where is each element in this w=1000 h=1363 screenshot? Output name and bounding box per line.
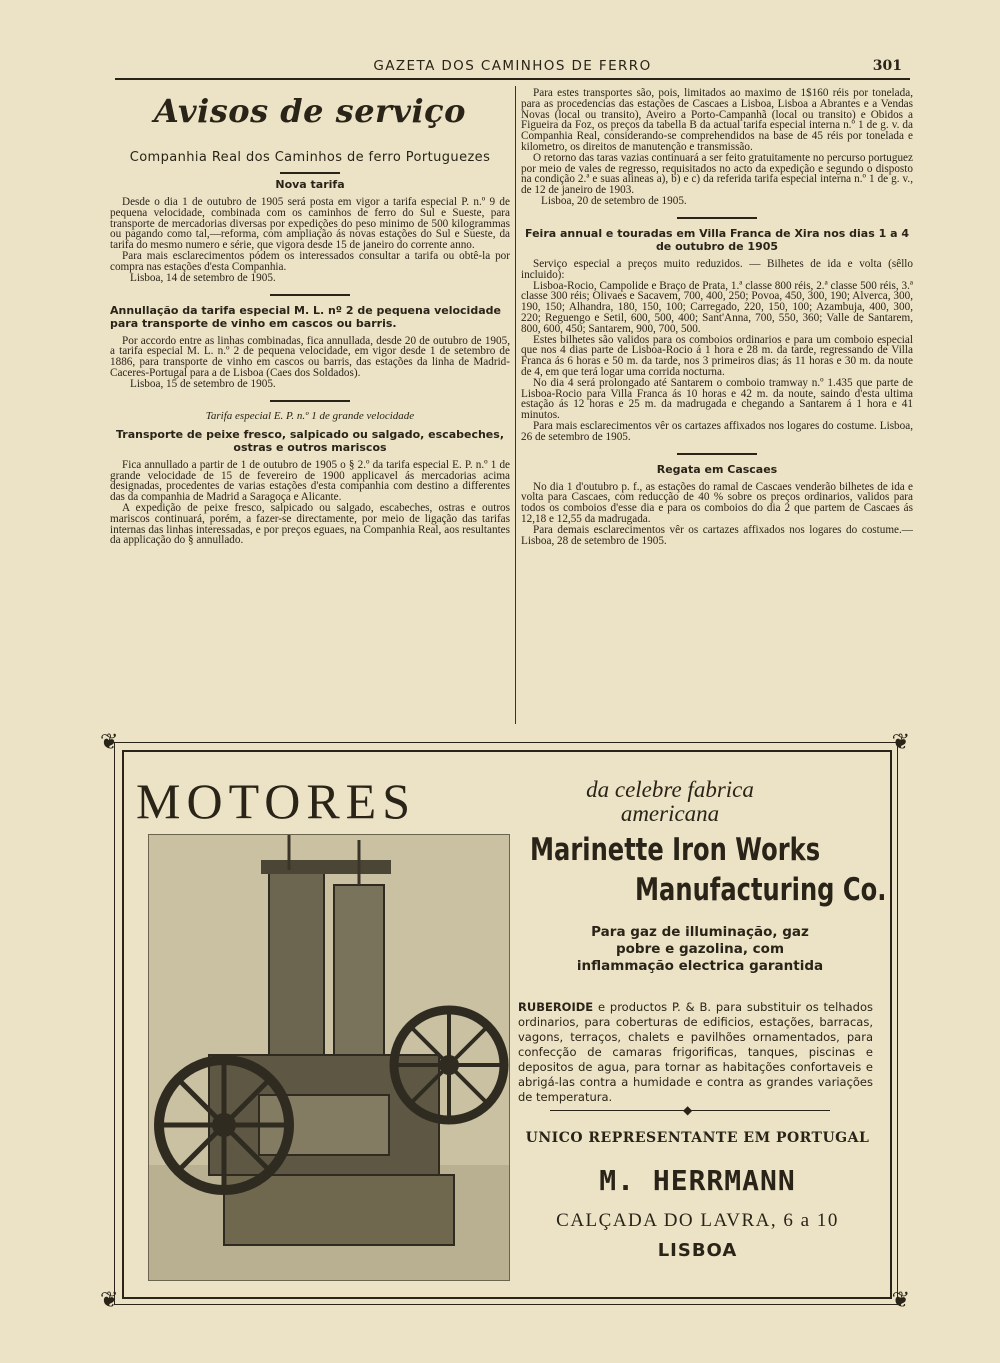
divider-rule: [677, 217, 757, 219]
column-divider: [515, 86, 516, 724]
ad-address: CALÇADA DO LAVRA, 6 a 10: [556, 1210, 839, 1231]
feira-heading: Feira annual e touradas em Villa Franca de Xira nos dias 1 a 4 de outubro de 1905: [525, 226, 909, 253]
ad-company-name: M. HERRMANN: [599, 1164, 796, 1197]
transporte-subtitle: Tarifa especial E. P. n.º 1 de grande velocidade: [205, 409, 415, 422]
nova-tarifa-body2: Para mais esclarecimentos pódem os interessados consultar a tarifa ou obtê-la por compra nas estações d'esta Companhia.: [110, 249, 510, 273]
feira-body5: Para mais esclarecimentos vêr os cartazes affixados nos logares do costume. Lisboa, 26 de setembro de 1905.: [521, 419, 913, 443]
ad-brand-line2: Manufacturing Co.: [635, 872, 887, 908]
running-head: [115, 56, 910, 80]
ad-representative-label: UNICO REPRESENTANTE EM PORTUGAL: [525, 1130, 870, 1146]
right-column: [521, 88, 913, 728]
ad-headline: MOTORES: [136, 773, 417, 829]
nova-tarifa-signoff: Lisboa, 14 de setembro de 1905.: [130, 271, 276, 284]
ad-city: LISBOA: [657, 1240, 738, 1261]
ad-divider-ornament-icon: ◆: [683, 1103, 693, 1117]
feira-body3: Estes bilhetes são validos para os comboios ordinarios e para um comboio especial que nos 4 dias parte de Lisboa-Rocio á 1 hora e 28 m. da tarde, regressando de Villa Franca ás 6 horas e 50 m. da tarde, nos 3 primeiros dias; ás 11 horas e 30 m. da noute de 4, em que terá logar uma corrida nocturna.: [521, 333, 913, 378]
divider-rule: [677, 453, 757, 455]
left-column: [110, 88, 510, 728]
feira-body: Serviço especial a preços muito reduzidos. — Bilhetes de ida e volta (sêllo incluido):: [521, 257, 913, 281]
feira-body4: No dia 4 será prolongado até Santarem o comboio tramway n.º 1.435 que parte de Lisboa-Rocio para Villa Franca ás 10 horas e 42 m. da noute, saindo d'esta ultima estação ás 12 horas e 25 m. da madrugada e chegando a Santarem á 1 hora e 41 minutos.: [521, 376, 913, 422]
corner-ornament-icon: ❦: [100, 1288, 119, 1313]
annullacao-body: Por accordo entre as linhas combinadas, fica annullada, desde 20 de outubro de 1905, a tarifa especial M. L. n.º 2 de pequena velocidade, em vigor desde 1 de setembro de 1886, para transporte de vinho em cascos ou barris, das estações da linha de Madrid-Caceres-Portugal para a de Lisboa (Caes dos Soldados).: [110, 334, 510, 379]
regata-body2: Para demais esclarecimentos vêr os cartazes affixados nos logares do costume.—Lisboa, 28 de setembro de 1905.: [521, 523, 913, 547]
nova-tarifa-body: Desde o dia 1 de outubro de 1905 será posta em vigor a tarifa especial P. n.º 9 de pequena velocidade, combinada com os caminhos de ferro do Sul e Sueste, para transporte de mercadorias diversas por expedições do peso minimo de 500 kilogrammas ou pagando como tal,—reforma, com ampliação ás novas estações do Sul e Sueste, da tarifa do mesmo numero e série, que vigora desde 15 de janeiro do corrente anno.: [110, 196, 510, 252]
annullacao-signoff: Lisboa, 15 de setembro de 1905.: [130, 377, 276, 390]
corner-ornament-icon: ❦: [891, 730, 910, 755]
company-name: Companhia Real dos Caminhos de ferro Portuguezes: [129, 150, 491, 165]
ruberoide-description: e productos P. & B. para substituir os telhados ordinarios, para coberturas de edificios, estações, barracas, vagons, terraços, chalets e pavilhões ornamentados, para confecção de camaras frigorificas, tanques, piscinas e depositos de agua, para tornar as habitações confortaveis e abrigá-las contra a humidade e contra as grandes variações de temperatura.: [518, 1000, 873, 1104]
divider-rule: [270, 400, 350, 402]
ruberoide-word: RUBEROIDE: [518, 1000, 594, 1014]
transporte-body2: A expedição de peixe fresco, salpicado ou salgado, escabeches, ostras e outros mariscos continuará, porém, a fazer-se directamente, por meio de ligação das tarifas internas das linhas interessadas, e por preços eguaes, na Companhia Real, aos resultantes da applicação do § annullado.: [110, 501, 510, 547]
publication-title: GAZETA DOS CAMINHOS DE FERRO: [373, 58, 652, 74]
corner-ornament-icon: ❦: [891, 1288, 910, 1313]
engine-photo: [148, 834, 510, 1281]
annullacao-heading: Annullação da tarifa especial M. L. nº 2 de pequena velocidade para transporte de vinho em cascos ou barris.: [110, 303, 501, 330]
corner-ornament-icon: ❦: [100, 730, 119, 755]
ad-brand-line1: Marinette Iron Works: [530, 832, 821, 868]
ad-tagline: da celebre fabrica americana: [586, 777, 754, 826]
transporte-body: Fica annullado a partir de 1 de outubro de 1905 o § 2.º da tarifa especial E. P. n.º 1 de grande velocidade de 15 de fevereiro de 1900 applicavel ás mercadorias acima designadas, procedentes de varias estações d'esta companhia com destino a differentes das da companhia de Madrid a Saragoça e Alicante.: [110, 458, 510, 504]
motores-advertisement: [100, 732, 910, 1312]
page-number: 301: [872, 58, 902, 74]
continuation-body2: O retorno das taras vazias continuará a ser feito gratuitamente no percurso portuguez por meio de vales de regresso, requisitados no acto da expedição e segundo o disposto na condição 2.ª e suas alineas a), b) e c) da referida tarifa especial interna n.º 1 de g. v., de 12 de janeiro de 1903.: [521, 151, 913, 197]
engine-illustration-icon: [149, 835, 509, 1280]
ad-ruberoide-text: [518, 1000, 873, 1105]
section-title: Avisos de serviço: [154, 92, 466, 130]
transporte-heading: Transporte de peixe fresco, salpicado ou salgado, escabeches, ostras e outros mariscos: [116, 427, 504, 454]
feira-prices: Lisboa-Rocio, Campolide e Braço de Prata, 1.ª classe 800 réis, 2.ª classe 500 réis, 3.ª classe 300 réis; Olivaes e Sacavem, 700, 400, 250; Povoa, 450, 300, 190; Alverca, 300, 190, 150; Alhandra, 180, 150, 100; Carregado, 220, 150, 100; Azambuja, 400, 300, 220; Reguengo e Setil, 600, 500, 400; Sant'Anna, 700, 550, 360; Valle de Santarem, 800, 600, 450; Santarem, 900, 700, 500.: [521, 279, 913, 335]
regata-body: No dia 1 d'outubro p. f., as estações do ramal de Cascaes venderão bilhetes de ida e volta para Cascaes, com reducção de 40 % sobre os preços ordinarios, validos para todos os comboios d'esse dia e para os comboios do dia 2 que partem de Cascaes ás 12,18 e 12,55 da madrugada.: [521, 480, 913, 525]
divider-rule: [270, 294, 350, 296]
continuation-signoff: Lisboa, 20 de setembro de 1905.: [541, 194, 687, 207]
continuation-body: Para estes transportes são, pois, limitados ao maximo de 1$160 réis por tonelada, para as procedencias das estações de Cascaes a Lisboa, Lisboa a Abrantes e a Vendas Novas (local ou transito), Aveiro a Porto-Campanhã (local ou transito) e Obidos a Figueira da Foz, os preços da tabella B da actual tarifa especial interna n.º 1 de g. v. da Companhia Real, considerando-se comprehendidos na base de 45 réis por tonelada e kilometro, os direitos de manutenção e transmissão.: [521, 88, 913, 153]
divider-rule: [280, 172, 340, 174]
regata-heading: Regata em Cascaes: [656, 462, 778, 476]
nova-tarifa-heading: Nova tarifa: [275, 178, 345, 191]
ad-fuel-text: Para gaz de illuminação, gaz pobre e gazolina, com inflammação electrica garantida: [576, 924, 824, 974]
